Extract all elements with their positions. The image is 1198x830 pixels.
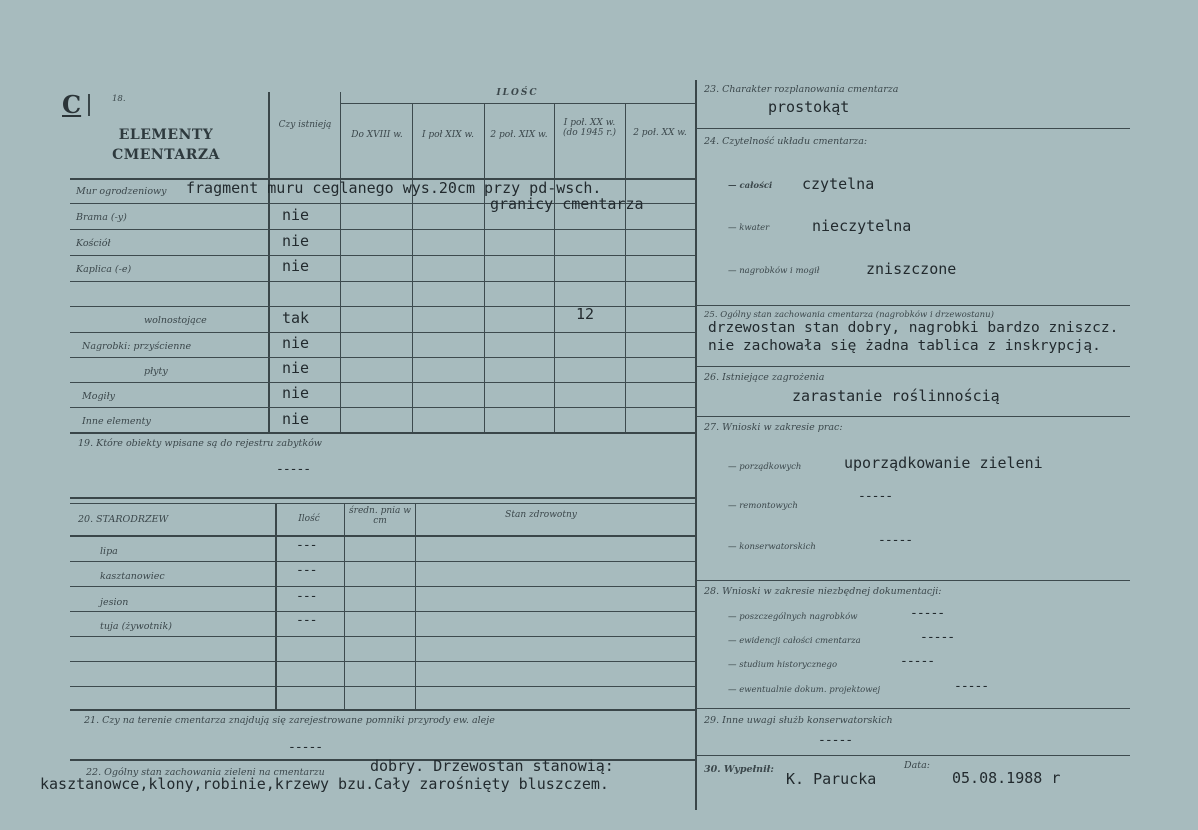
q21-label: 21. Czy na terenie cmentarza znajdują się zarejestrowane pomniki przyrody ew. aleje	[84, 715, 495, 726]
grid-line	[696, 708, 1130, 709]
row-value-mur-2: granicy cmentarza	[490, 195, 644, 213]
elementy-title-2: CMENTARZA	[112, 147, 220, 163]
section-letter: C	[62, 90, 82, 119]
row-value-mogily: nie	[282, 384, 310, 402]
q25-value-1: drzewostan stan dobry, nagrobki bardzo zniszcz.	[708, 320, 1119, 336]
grid-line	[70, 407, 695, 408]
grid-line	[70, 586, 695, 587]
q22-label: 22. Ogólny stan zachowania zieleni na cmentarzu	[86, 767, 325, 778]
grid-line	[70, 503, 695, 504]
grid-line	[70, 686, 695, 687]
q24-label: 24. Czytelność układu cmentarza:	[704, 136, 868, 147]
grid-line	[275, 503, 277, 709]
grid-line	[70, 332, 695, 333]
q27-item-konserwatorskich-value: -----	[878, 533, 913, 548]
grid-line	[70, 636, 695, 637]
grid-line	[70, 229, 695, 230]
row-label-plyty: płyty	[144, 366, 168, 377]
grid-line	[415, 503, 416, 709]
q23-label: 23. Charakter rozplanowania cmentarza	[704, 84, 899, 95]
grid-line	[696, 755, 1130, 756]
q28-item-4-label: — ewentualnie dokum. projektowej	[728, 685, 881, 695]
tree-value-tuja: ---	[296, 613, 317, 628]
row-label-przyscienne: Nagrobki: przyścienne	[82, 341, 192, 352]
q19-label: 19. Które obiekty wpisane są do rejestru zabytków	[78, 438, 322, 449]
q28-item-1-value: -----	[910, 606, 945, 621]
q30-value: K. Parucka	[786, 770, 877, 788]
q28-item-1-label: — poszczególnych nagrobków	[728, 612, 858, 622]
q23-value: prostokąt	[768, 98, 850, 116]
grid-line	[696, 128, 1130, 129]
q24-item-nagrobkow-value: zniszczone	[866, 260, 957, 278]
grid-line	[340, 92, 341, 432]
q24-item-nagrobkow-label: — nagrobków i mogił	[728, 266, 820, 276]
q27-item-porzadkowych-label: — porządkowych	[728, 462, 802, 472]
row-label-kosciol: Kościół	[76, 238, 111, 249]
q27-item-remontowych-label: — remontowych	[728, 501, 798, 511]
grid-line	[70, 611, 695, 612]
tree-value-kasztanowiec: ---	[296, 563, 317, 578]
row-value-przyscienne: nie	[282, 334, 310, 352]
row-label-inne: Inne elementy	[82, 416, 151, 427]
row-value-kosciol: nie	[282, 232, 310, 250]
grid-line	[70, 281, 695, 282]
section-letter-bar	[88, 94, 90, 116]
q24-item-calosci-value: czytelna	[802, 175, 875, 193]
q20-col-ilosc: Ilość	[298, 514, 320, 524]
col-header-2: I poł XIX w.	[421, 130, 475, 140]
tree-name-tuja: tuja (żywotnik)	[100, 621, 172, 632]
tree-name-jesion: jesion	[100, 597, 129, 608]
row-label-wolnostojace: wolnostojące	[144, 315, 207, 326]
tree-value-lipa: ---	[296, 538, 317, 553]
grid-line	[340, 103, 695, 104]
grid-line	[70, 255, 695, 256]
q28-item-4-value: -----	[954, 679, 989, 694]
q25-value-2: nie zachowała się żadna tablica z inskrypcją.	[708, 338, 1101, 354]
q28-item-3-value: -----	[900, 654, 935, 669]
q21-value: -----	[288, 740, 323, 755]
grid-line	[70, 497, 695, 499]
q19-value: -----	[276, 462, 311, 477]
row-value-inne: nie	[282, 410, 310, 428]
row-value-kaplica: nie	[282, 257, 310, 275]
col-header-5: 2 poł. XX w.	[633, 128, 687, 138]
grid-line	[696, 416, 1130, 417]
q28-item-2-value: -----	[920, 630, 955, 645]
grid-line	[70, 432, 695, 434]
row-label-brama: Brama (-y)	[76, 212, 127, 223]
q24-item-kwater-label: — kwater	[728, 223, 770, 233]
row-value-brama: nie	[282, 206, 310, 224]
grid-line	[70, 535, 695, 537]
q22-value-1: dobry. Drzewostan stanowią:	[370, 757, 614, 775]
ilosc-header: ILOŚC	[496, 88, 539, 98]
elementy-title-1: ELEMENTY	[118, 127, 214, 143]
grid-line	[70, 661, 695, 662]
grid-line	[268, 92, 270, 432]
q30-label: 30. Wypełnił:	[704, 764, 774, 775]
row-value-plyty: nie	[282, 359, 310, 377]
q26-label: 26. Istniejące zagrożenia	[704, 372, 825, 383]
row-label-mogily: Mogiły	[82, 391, 116, 402]
grid-line	[695, 80, 697, 810]
grid-line	[696, 305, 1130, 306]
q20-col-pien: średn. pnia w cm	[349, 506, 411, 526]
tree-name-kasztanowiec: kasztanowiec	[100, 571, 165, 582]
q28-item-2-label: — ewidencji całości cmentarza	[728, 636, 861, 646]
q29-label: 29. Inne uwagi służb konserwatorskich	[704, 715, 893, 726]
row-value-mur: fragment muru ceglanego wys.20cm przy pd-wsch.	[186, 179, 602, 197]
q24-item-calosci-label: — całości	[728, 181, 773, 191]
q20-label: 20. STARODRZEW	[78, 514, 169, 525]
q27-label: 27. Wnioski w zakresie prac:	[704, 422, 843, 433]
row-count-wolnostojace: 12	[576, 305, 595, 323]
col-header-1: Do XVIII w.	[351, 130, 403, 140]
q28-item-3-label: — studium historycznego	[728, 660, 838, 670]
q27-item-porzadkowych-value: uporządkowanie zieleni	[844, 454, 1043, 472]
row-value-wolnostojace: tak	[282, 309, 310, 327]
tree-value-jesion: ---	[296, 589, 317, 604]
grid-line	[70, 382, 695, 383]
grid-line	[70, 561, 695, 562]
q29-value: -----	[818, 733, 853, 748]
q20-col-stan: Stan zdrowotny	[505, 510, 577, 520]
grid-line	[70, 709, 695, 711]
grid-line	[344, 503, 345, 709]
row-label-kaplica: Kaplica (-e)	[76, 264, 132, 275]
grid-line	[696, 580, 1130, 581]
q26-value: zarastanie roślinnością	[792, 387, 1000, 405]
grid-line	[70, 306, 695, 307]
tree-name-lipa: lipa	[100, 546, 118, 557]
row-label-mur: Mur ogrodzeniowy	[76, 186, 167, 197]
col-czy: Czy istnieją	[278, 120, 332, 130]
q25-label: 25. Ogólny stan zachowania cmentarza (nagrobków i drzewostanu)	[704, 310, 994, 320]
data-value: 05.08.1988 r	[952, 769, 1061, 787]
col-header-3: 2 poł. XIX w.	[490, 130, 548, 140]
q27-item-konserwatorskich-label: — konserwatorskich	[728, 542, 816, 552]
q22-value-2: kasztanowce,klony,robinie,krzewy bzu.Cały zarośnięty bluszczem.	[40, 775, 609, 793]
col-header-4: I poł. XX w. (do 1945 r.)	[562, 118, 616, 138]
q27-item-remontowych-value: -----	[858, 489, 893, 504]
grid-line	[696, 366, 1130, 367]
grid-line	[70, 357, 695, 358]
data-label: Data:	[904, 760, 930, 771]
q28-label: 28. Wnioski w zakresie niezbędnej dokumentacji:	[704, 586, 942, 597]
num-18: 18.	[112, 94, 126, 104]
q24-item-kwater-value: nieczytelna	[812, 217, 912, 235]
